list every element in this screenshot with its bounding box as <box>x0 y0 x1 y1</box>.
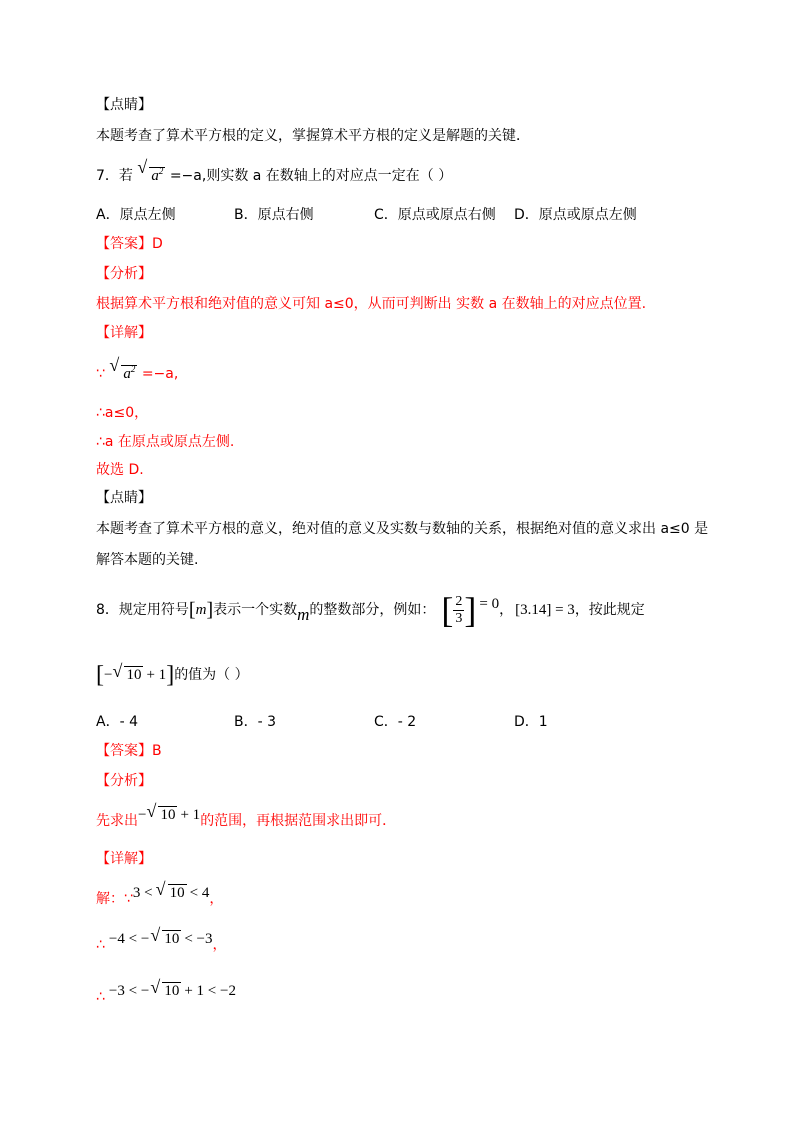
right-bracket-icon: ] <box>166 662 175 688</box>
q7-detail-header: 【详解】 <box>96 325 152 341</box>
prev-dianjing-text: 本题考查了算术平方根的定义，掌握算术平方根的定义是解题的关键． <box>96 128 530 144</box>
q7-option-c: C．原点或原点右侧 <box>374 207 496 223</box>
radical-sign-icon: √ <box>155 879 166 899</box>
q8-analysis-suffix: 的范围，再根据范围求出即可． <box>200 813 397 829</box>
q8-fraction <box>453 594 464 627</box>
q8-detail-line2-b: < −3 <box>184 931 213 947</box>
q7-detail-line3: ∴a 在原点或原点左侧. <box>96 434 235 450</box>
q8-detail-line1-prefix: 解：∵ <box>96 891 133 907</box>
q8-detail-line1-a: 3 < <box>132 885 153 901</box>
radical-sign-icon: √ <box>109 355 120 375</box>
q8-expr-sqrt <box>112 661 143 684</box>
q7-option-d: D．原点或原点左侧 <box>514 207 637 223</box>
q8-detail-line1 <box>96 879 224 907</box>
q8-analysis-line <box>96 801 397 829</box>
q8-expr-post: + 1 <box>146 667 167 683</box>
q7-analysis-text: 根据算术平方根和绝对值的意义可知 a≤0，从而可判断出 实数 a 在数轴上的对应点位置. <box>96 296 647 312</box>
q8-analysis-sqrt <box>146 801 177 824</box>
q8-detail-line1-radicand: 10 <box>169 885 185 901</box>
q8-symbol-m: m <box>195 602 207 618</box>
q7-dianjing-header: 【点睛】 <box>96 490 152 506</box>
q8-answer: 【答案】B <box>96 743 162 759</box>
q8-expr-suffix: 的值为（ ） <box>174 667 249 683</box>
radical-sign-icon: √ <box>146 801 157 821</box>
q8-suffix: ，按此规定 <box>574 602 645 618</box>
q8-detail-line2-suffix: ， <box>212 937 227 953</box>
q8-option-a: A．- 4 <box>96 714 138 730</box>
q8-example2: [3.14] = 3 <box>515 602 575 618</box>
q8-option-d: D．1 <box>514 714 548 730</box>
q8-comma: ， <box>499 602 514 618</box>
q7-detail-line1-prefix: ∵ <box>96 366 105 382</box>
q8-option-b: B．- 3 <box>234 714 277 730</box>
left-bracket-icon: [ <box>96 662 104 688</box>
q8-detail-line2-prefix: ∴ <box>96 937 105 953</box>
q8-stem <box>96 592 645 628</box>
q8-frac-den: 3 <box>455 610 463 626</box>
q8-expr-pre: − <box>104 667 113 683</box>
left-bracket-icon: [ <box>188 599 196 621</box>
q8-expression-line <box>96 661 249 688</box>
q7-detail-radicand-exp: 2 <box>130 364 136 374</box>
q8-detail-line1-suffix: ， <box>209 891 224 907</box>
q7-option-a: A．原点左侧 <box>96 207 176 223</box>
q7-detail-radicand-base: a <box>123 366 131 382</box>
q8-analysis-radicand: 10 <box>160 807 176 823</box>
q8-analysis-header: 【分析】 <box>96 773 152 789</box>
q7-detail-sqrt <box>109 355 137 383</box>
q7-answer: 【答案】D <box>96 236 163 252</box>
q8-mid2: 的整数部分，例如： <box>309 602 436 618</box>
q7-stem <box>96 157 453 185</box>
q7-radicand-exp: 2 <box>158 166 164 176</box>
right-bracket-icon: ] <box>206 599 214 621</box>
radical-sign-icon: √ <box>150 925 161 945</box>
q8-detail-line2-sqrt <box>150 925 181 948</box>
q8-example1 <box>441 592 499 628</box>
left-bracket-icon: [ <box>441 590 454 630</box>
radical-sign-icon: √ <box>112 661 123 681</box>
q8-detail-line2 <box>96 925 227 953</box>
q8-analysis-expr-post: + 1 <box>180 807 201 823</box>
q8-detail-line1-sqrt <box>155 879 187 902</box>
radical-sign-icon: √ <box>137 157 148 177</box>
q8-analysis-prefix: 先求出 <box>96 813 138 829</box>
right-bracket-icon: ] <box>464 590 477 630</box>
q8-detail-line2-radicand: 10 <box>164 931 180 947</box>
q7-detail-line1 <box>96 355 179 383</box>
q8-expr-radicand: 10 <box>126 667 142 683</box>
q7-detail-line1-suffix: =−a, <box>141 366 179 382</box>
q8-detail-line1-b: < 4 <box>189 885 210 901</box>
q8-detail-line3 <box>96 977 236 1005</box>
prev-dianjing-header: 【点睛】 <box>96 97 152 113</box>
q8-detail-line2-a: −4 < − <box>108 931 150 947</box>
q7-radicand-base: a <box>151 168 159 184</box>
q7-dianjing-line2: 解答本题的关键. <box>96 552 199 568</box>
q7-detail-line4: 故选 D. <box>96 462 144 478</box>
q7-dianjing-line1: 本题考查了算术平方根的意义，绝对值的意义及实数与数轴的关系，根据绝对值的意义求出 a≤0 是 <box>96 521 709 537</box>
q8-frac-num: 2 <box>455 593 463 609</box>
q7-suffix: =−a,则实数 a 在数轴上的对应点一定在（ ） <box>169 168 453 184</box>
q8-mid: 表示一个实数 <box>213 602 298 618</box>
q8-detail-line3-prefix: ∴ <box>96 989 105 1005</box>
q8-option-c: C．- 2 <box>374 714 417 730</box>
q8-detail-line3-a: −3 < − <box>108 983 150 999</box>
q8-eq0: = 0 <box>479 596 500 612</box>
q7-detail-line2: ∴a≤0， <box>96 405 149 421</box>
q8-detail-line3-sqrt <box>150 977 181 1000</box>
q7-sqrt-expression <box>137 157 165 185</box>
q7-prefix: 7．若 <box>96 168 133 184</box>
q8-detail-line3-radicand: 10 <box>164 983 180 999</box>
q8-detail-line3-b: + 1 < −2 <box>184 983 236 999</box>
radical-sign-icon: √ <box>150 977 161 997</box>
q7-analysis-header: 【分析】 <box>96 266 152 282</box>
q8-detail-header: 【详解】 <box>96 851 152 867</box>
q8-analysis-expr-pre: − <box>138 807 147 823</box>
q7-option-b: B．原点右侧 <box>234 207 314 223</box>
q8-prefix: 8．规定用符号 <box>96 602 189 618</box>
q8-var-m: m <box>297 605 310 624</box>
